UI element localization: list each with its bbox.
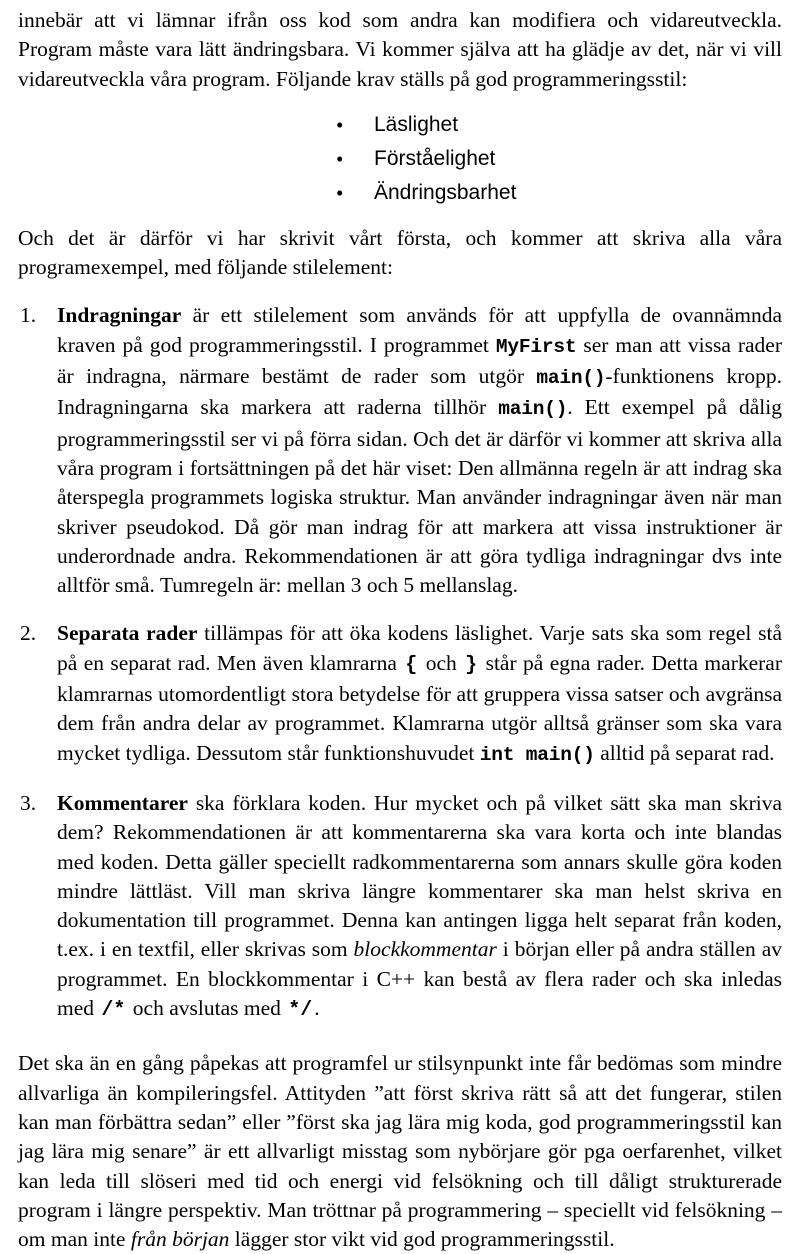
list-item bbox=[18, 108, 782, 142]
numbered-item-3 bbox=[18, 789, 782, 1025]
list-item bbox=[18, 142, 782, 176]
inline-code: main() bbox=[498, 398, 568, 421]
bullet-label: Läslighet bbox=[374, 112, 459, 136]
bullet-label: Ändringsbarhet bbox=[374, 180, 517, 204]
item-body bbox=[57, 619, 782, 769]
numbered-item-2 bbox=[18, 619, 782, 769]
item-body bbox=[57, 301, 782, 600]
inline-code: } bbox=[465, 653, 478, 677]
spacer bbox=[18, 94, 782, 108]
numbered-item-1 bbox=[18, 301, 782, 600]
intro-paragraph: innebär att vi lämnar ifrån oss kod som andra kan modifiera och vidareutveckla. Program måste vara lätt ändringsbara. Vi kommer själva att ha glädje av det, när vi vill vidareutveckla våra program. Följande krav ställs på god programmeringsstil: bbox=[18, 8, 782, 91]
spacer bbox=[18, 282, 782, 301]
item-heading: Separata rader bbox=[57, 621, 198, 646]
bullet-icon: • bbox=[336, 146, 344, 171]
inline-code: */ bbox=[288, 999, 313, 1023]
inline-emphasis: blockkommentar bbox=[353, 937, 497, 962]
item-number: 3. bbox=[20, 790, 37, 815]
style-elements-numbered-list bbox=[18, 301, 782, 1025]
inline-code: { bbox=[405, 653, 418, 677]
item-heading: Indragningar bbox=[57, 303, 182, 328]
item-number: 2. bbox=[20, 621, 37, 646]
closing-segments: Det ska än en gång påpekas att programfel ur stilsynpunkt inte får bedömas som mindre allvarliga än kompileringsfel. Attityden ”att först skriva rätt så att det fungerar, stilen kan man förbättra sedan” eller ”först ska jag lära mig koda, god programmeringsstil kan jag lära mig senare” är ett allvarligt misstag som nybörjare gör pga oerfarenhet, vilket kan leda till slöseri med tid och energi vid felsökning och till dåligt strukturerade program i längre perspektiv. Man tröttnar på programmering – speciellt vid felsökning – om man inte från början lägger stor vikt vid god programmeringsstil. bbox=[18, 1051, 782, 1252]
bullet-icon: • bbox=[336, 112, 344, 137]
list-item bbox=[18, 176, 782, 210]
spacer bbox=[18, 1025, 782, 1049]
item-segments: är ett stilelement som används för att uppfylla de ovannämnda kraven på god programmeringsstil. I programmet MyFirst ser man att vissa rader är indragna, närmare bestämt de rader som utgör main()-funktionens kropp. Indragningarna ska markera att raderna tillhör main(). Ett exempel på dålig programmeringsstil ser vi på förra sidan. Och det är därför vi kommer att skriva alla våra program i fortsättningen på det här viset: Den allmänna regeln är att indrag ska återspegla programmets logiska struktur. Man använder indragningar även när man skriver pseudokod. Då gör man indrag för att markera att vissa instruktioner är underordnade andra. Rekommendationen är att göra tydliga indragningar dvs inte alltför små. Tumregeln är: mellan 3 och 5 mellanslag. bbox=[57, 303, 783, 598]
item-heading: Kommentarer bbox=[57, 790, 188, 815]
item-body bbox=[57, 789, 782, 1025]
spacer bbox=[18, 210, 782, 224]
item-segments: tillämpas för att öka kodens läslighet. Varje sats ska som regel stå på en separat rad. Men även klamrarna { och } står på egna rader. Detta markerar klamrarnas utomordentligt stora betydelse för att gruppera vissa satser och avgränsa dem från andra delar av programmet. Klamrarna utgör alltså gränser som ska vara mycket tydliga. Dessutom står funktionshuvudet int main() alltid på separat rad. bbox=[57, 621, 783, 766]
item-segments: ska förklara koden. Hur mycket och på vilket sätt ska man skriva dem? Rekommendationen är att kommentarerna ska vara korta och inte blandas med koden. Detta gäller speciellt radkommentarerna som annars skulle göra koden mindre lättläst. Vill man skriva längre kommentarer ska man helst skriva en dokumentation till programmet. Denna kan antingen ligga helt separat från koden, t.ex. i en textfil, eller skrivas som blockkommentar i början eller på andra ställen av programmet. En blockkommentar i C++ kan bestå av flera rader och ska inledas med /* och avslutas med */. bbox=[57, 790, 782, 1023]
inline-code: main() bbox=[536, 367, 606, 390]
closing-paragraph bbox=[18, 1049, 782, 1254]
inline-code: MyFirst bbox=[495, 335, 577, 358]
lead-in-paragraph: Och det är därför vi har skrivit vårt första, och kommer att skriva alla våra programexempel, med följande stilelement: bbox=[18, 225, 782, 280]
inline-emphasis: från början bbox=[130, 1227, 230, 1252]
bullet-label: Förståelighet bbox=[374, 146, 496, 170]
bullet-icon: • bbox=[336, 180, 344, 205]
item-number: 1. bbox=[20, 303, 37, 328]
inline-code: /* bbox=[101, 999, 126, 1023]
inline-code: int main() bbox=[479, 743, 595, 766]
requirements-bullet-list bbox=[18, 108, 782, 210]
